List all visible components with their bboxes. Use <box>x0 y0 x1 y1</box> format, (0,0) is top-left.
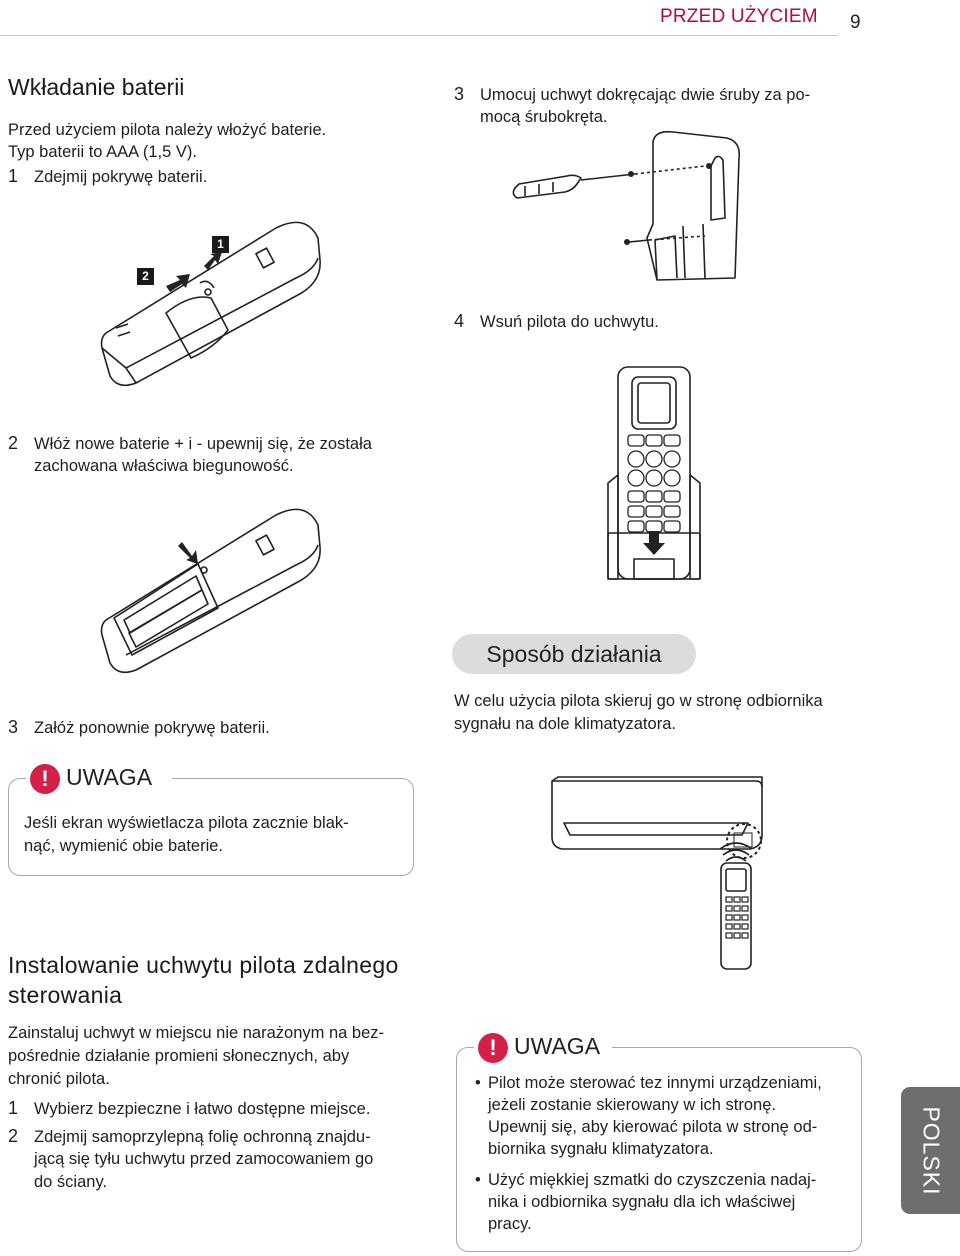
warning-bullet-2 <box>475 1169 855 1235</box>
step-number: 3 <box>454 84 465 104</box>
holder-step-2-cont-2: do ściany. <box>34 1173 108 1191</box>
holder-step-1 <box>8 1097 370 1120</box>
holder-heading-2: sterowania <box>8 982 123 1008</box>
bullet-line: Upewnij się, aby kierować pilota w stronę od- <box>488 1118 818 1136</box>
battery-intro-1: Przed użyciem pilota należy włożyć baterie. <box>8 121 327 139</box>
bullet-line: • Pilot może sterować tez innymi urządzeniami, <box>488 1074 822 1092</box>
warning-bullet-1 <box>475 1072 855 1160</box>
operation-text-2: sygnału na dole klimatyzatora. <box>454 715 676 733</box>
bullet-line: • Użyć miękkiej szmatki do czyszczenia nadaj- <box>488 1171 817 1189</box>
remote-in-holder-illustration <box>604 363 704 583</box>
step-text: Umocuj uchwyt dokręcając dwie śruby za po- <box>480 86 811 104</box>
step-text: Włóż nowe baterie + i - upewnij się, że została <box>34 435 372 453</box>
header-rule <box>0 35 838 36</box>
battery-heading: Wkładanie baterii <box>8 74 185 100</box>
section-title: PRZED UŻYCIEM <box>660 6 818 27</box>
right-step-3-cont: mocą śrubokręta. <box>480 108 608 126</box>
step-number: 4 <box>454 311 465 331</box>
bullet-line: jeżeli zostanie skierowany w ich stronę. <box>488 1096 776 1114</box>
step-number: 2 <box>8 433 19 453</box>
step-badge-2: 2 <box>137 268 154 285</box>
holder-intro-3: chronić pilota. <box>8 1070 110 1088</box>
holder-intro-2: pośrednie działanie promieni słonecznych, aby <box>8 1047 350 1065</box>
step-text: Zdejmij samoprzylepną folię ochronną znajdu- <box>34 1128 371 1146</box>
exclamation-icon: ! <box>478 1033 508 1063</box>
warning-text-2: nąć, wymienić obie baterie. <box>24 837 224 855</box>
warning-label-right: UWAGA <box>508 1033 608 1060</box>
step-text: Zdejmij pokrywę baterii. <box>34 168 208 186</box>
bullet-line: nika i odbiornika sygnału dla ich właściwej <box>488 1193 796 1211</box>
air-conditioner-illustration <box>548 775 778 975</box>
screwdriver-holder-illustration <box>505 128 750 288</box>
warning-text-1: Jeśli ekran wyświetlacza pilota zacznie blak- <box>24 814 349 832</box>
holder-step-2 <box>8 1125 371 1148</box>
language-tab <box>901 1087 960 1214</box>
battery-step-3 <box>8 716 270 739</box>
battery-step-1 <box>8 165 207 188</box>
bullet-line: pracy. <box>488 1215 532 1233</box>
step-text: Wsuń pilota do uchwytu. <box>480 313 659 331</box>
page-number: 9 <box>850 12 861 33</box>
warning-bullet-list <box>475 1072 855 1235</box>
battery-step-2-cont: zachowana właściwa biegunowość. <box>34 457 294 475</box>
holder-intro-1: Zainstaluj uchwyt w miejscu nie narażonym na bez- <box>8 1024 384 1042</box>
operation-pill: Sposób działania <box>452 634 696 674</box>
step-text: Załóż ponownie pokrywę baterii. <box>34 719 270 737</box>
bullet-line: biornika sygnału klimatyzatora. <box>488 1140 714 1158</box>
step-number: 1 <box>8 1098 19 1118</box>
battery-step-2 <box>8 432 372 455</box>
right-step-3 <box>454 83 810 106</box>
step-number: 1 <box>8 166 19 186</box>
step-text: Wybierz bezpieczne i łatwo dostępne miejsce. <box>34 1100 371 1118</box>
holder-heading-1: Instalowanie uchwytu pilota zdalnego <box>8 952 399 978</box>
right-step-4 <box>454 310 659 333</box>
holder-step-2-cont-1: jącą się tyłu uchwytu przed zamocowaniem go <box>34 1150 374 1168</box>
step-badge-1: 1 <box>212 236 229 253</box>
language-tab-label: POLSKI <box>918 1105 944 1196</box>
operation-text-1: W celu użycia pilota skieruj go w stronę odbiornika <box>454 692 823 710</box>
battery-intro-2: Typ baterii to AAA (1,5 V). <box>8 143 197 161</box>
exclamation-icon: ! <box>30 764 60 794</box>
remote-batteries-illustration <box>96 500 336 680</box>
step-number: 3 <box>8 717 19 737</box>
warning-label: UWAGA <box>60 764 160 791</box>
step-number: 2 <box>8 1126 19 1146</box>
